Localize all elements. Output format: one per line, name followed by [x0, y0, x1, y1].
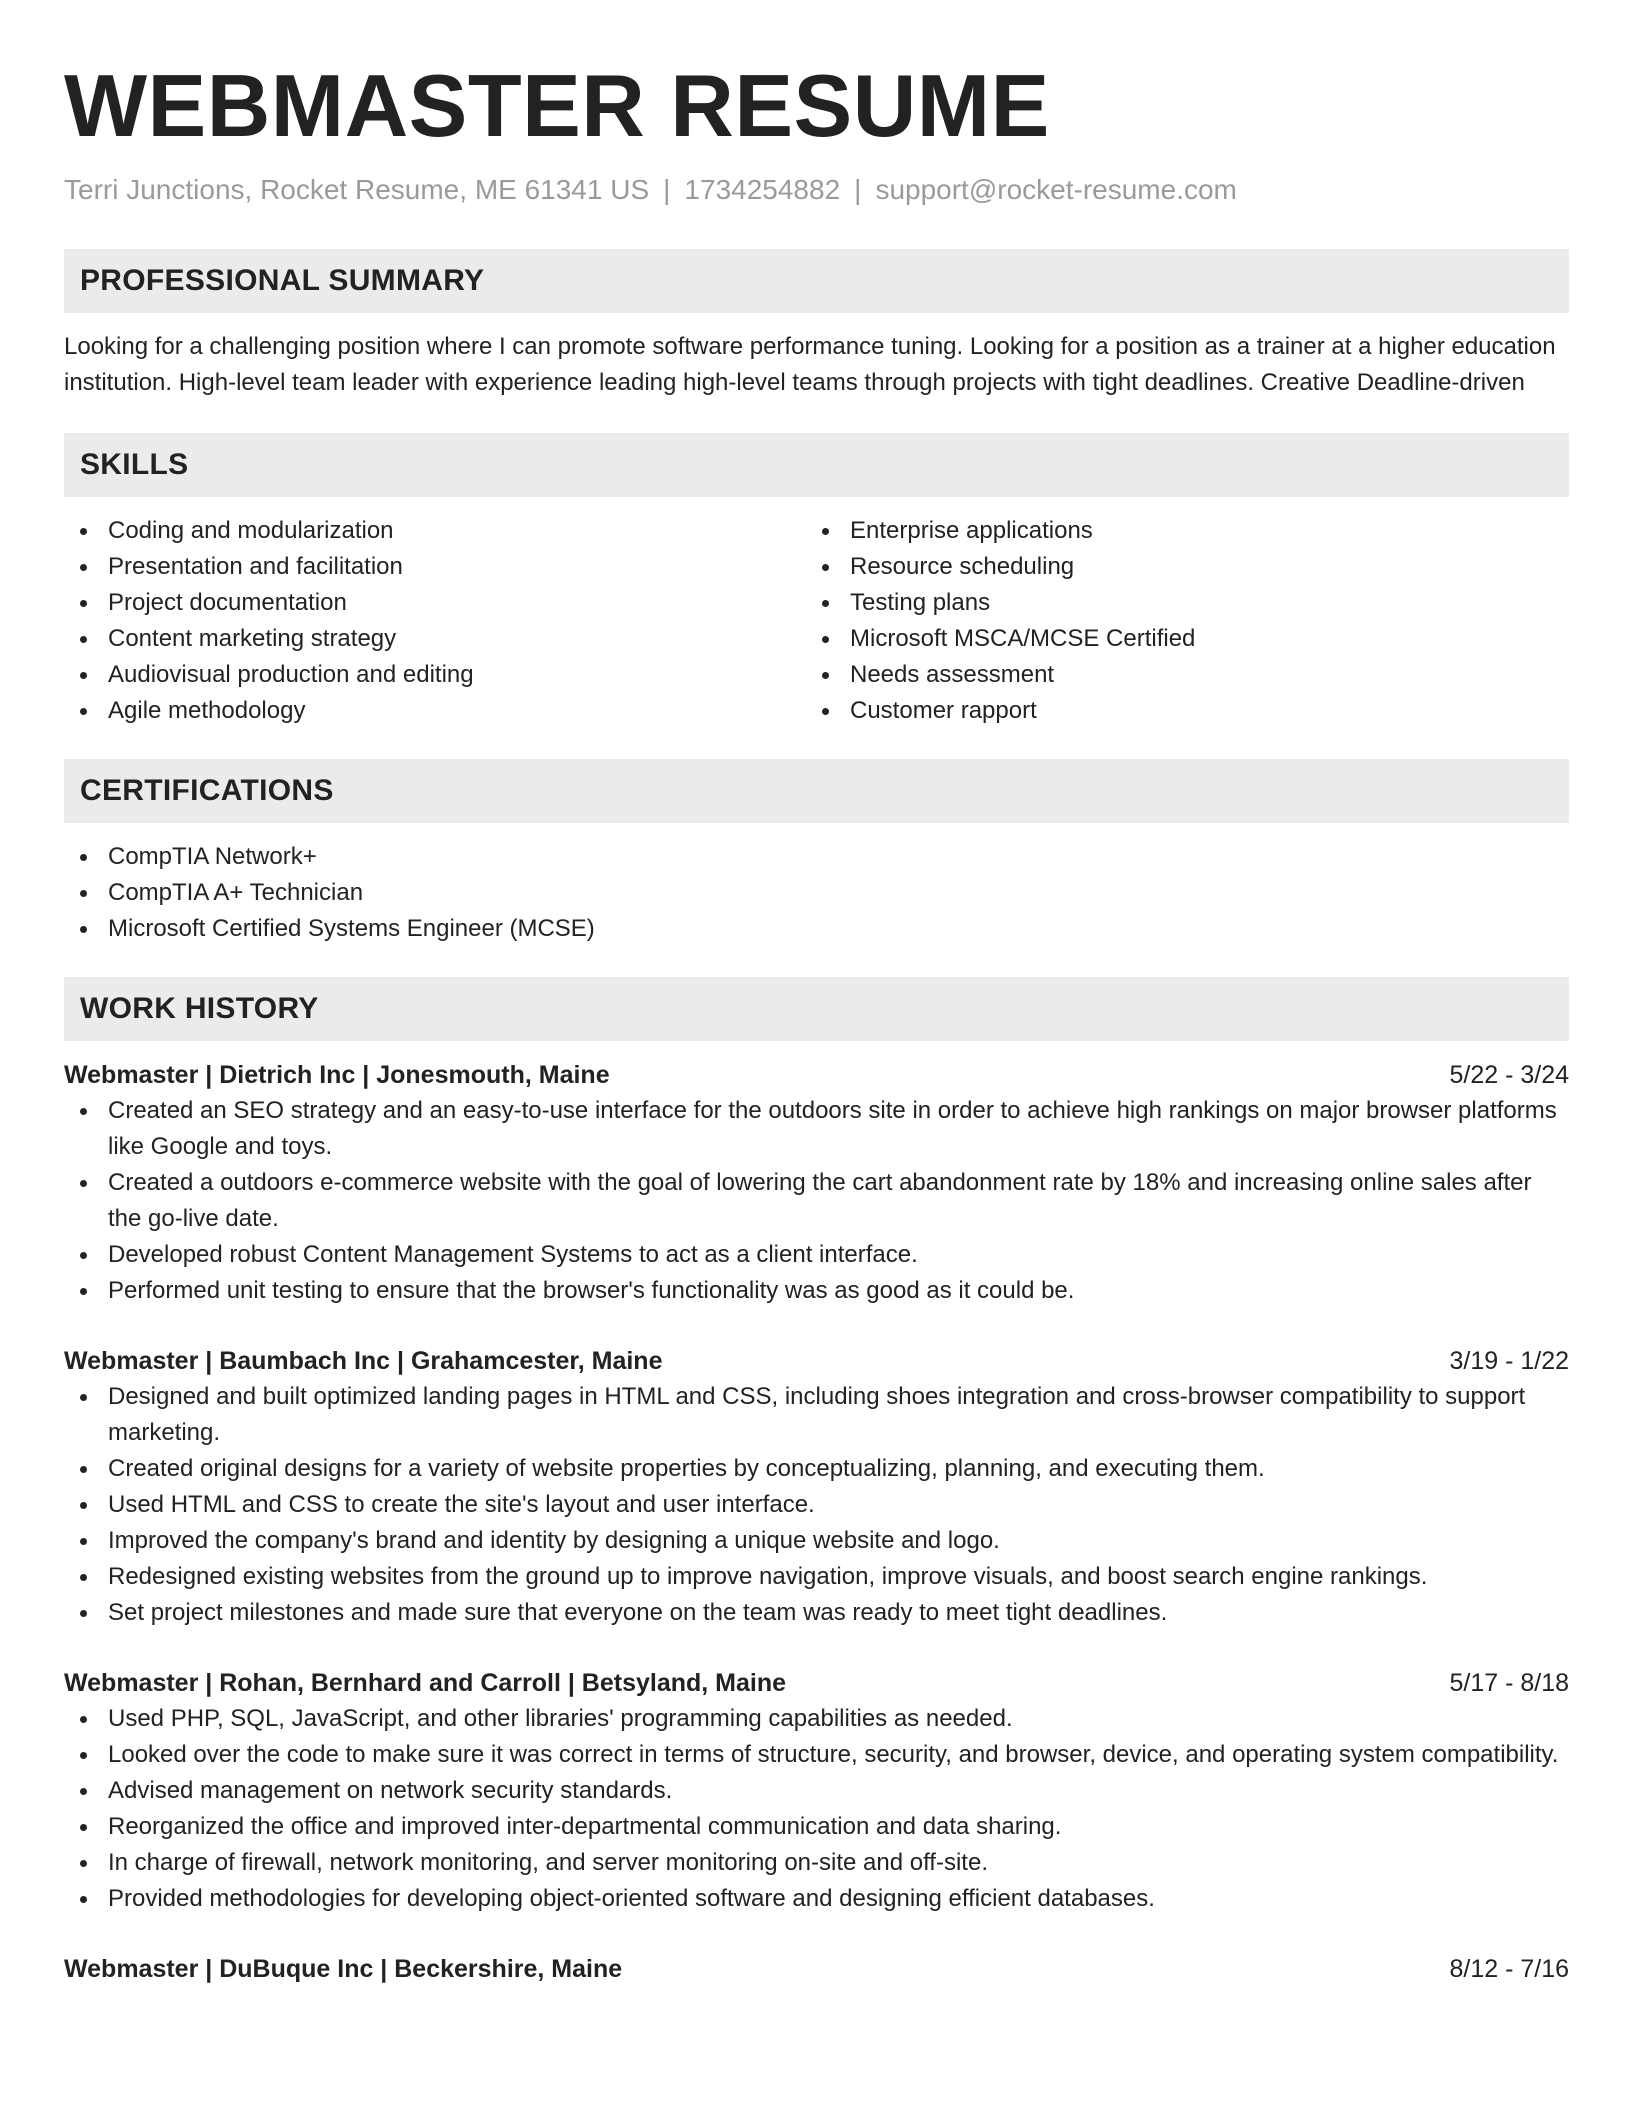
job-bullet: Improved the company's brand and identity by designing a unique website and logo.: [64, 1523, 1569, 1559]
job-bullet: Redesigned existing websites from the ground up to improve navigation, improve visuals, and boost search engine rankings.: [64, 1559, 1569, 1595]
job-title: Webmaster | Dietrich Inc | Jonesmouth, Maine: [64, 1061, 610, 1089]
job-bullets: [64, 1379, 1569, 1631]
certification-item: CompTIA Network+: [64, 839, 1569, 875]
skills-grid: [64, 513, 1569, 729]
job-header: [64, 1951, 1569, 1987]
skill-item: Presentation and facilitation: [64, 549, 806, 585]
contact-line: [64, 172, 1569, 208]
section-heading-work-history: WORK HISTORY: [64, 977, 1569, 1041]
job-dates: 5/22 - 3/24: [1449, 1061, 1569, 1089]
job-bullet: Created an SEO strategy and an easy-to-use interface for the outdoors site in order to achieve high rankings on major browser platforms like Google and toys.: [64, 1093, 1569, 1165]
skill-item: Customer rapport: [806, 693, 1548, 729]
resume-title: WEBMASTER RESUME: [64, 56, 1050, 155]
skill-item: Testing plans: [806, 585, 1548, 621]
job-entry: [64, 1665, 1569, 1917]
skill-item: Coding and modularization: [64, 513, 806, 549]
section-heading-summary: PROFESSIONAL SUMMARY: [64, 249, 1569, 313]
job-bullets: [64, 1093, 1569, 1309]
certification-item: CompTIA A+ Technician: [64, 875, 1569, 911]
skill-item: Enterprise applications: [806, 513, 1548, 549]
job-bullet: Created original designs for a variety of website properties by conceptualizing, planning, and executing them.: [64, 1451, 1569, 1487]
job-bullet: Used PHP, SQL, JavaScript, and other libraries' programming capabilities as needed.: [64, 1701, 1569, 1737]
job-bullet: Looked over the code to make sure it was correct in terms of structure, security, and browser, device, and operating system compatibility.: [64, 1737, 1569, 1773]
job-bullets: [64, 1701, 1569, 1917]
resume-page: [64, 0, 1569, 1987]
job-bullet: Designed and built optimized landing pages in HTML and CSS, including shoes integration and cross-browser compatibility to support marketing.: [64, 1379, 1569, 1451]
skill-item: Microsoft MSCA/MCSE Certified: [806, 621, 1548, 657]
contact-separator: |: [663, 174, 671, 205]
contact-address: Terri Junctions, Rocket Resume, ME 61341 US: [64, 174, 650, 205]
skill-item: Project documentation: [64, 585, 806, 621]
job-header: [64, 1665, 1569, 1701]
job-entry: [64, 1343, 1569, 1631]
contact-phone: 1734254882: [684, 174, 841, 205]
skills-column-left: [64, 513, 806, 729]
certifications-list: [64, 839, 1569, 947]
job-bullet: Set project milestones and made sure that everyone on the team was ready to meet tight deadlines.: [64, 1595, 1569, 1631]
job-title: Webmaster | DuBuque Inc | Beckershire, Maine: [64, 1955, 623, 1983]
skill-item: Audiovisual production and editing: [64, 657, 806, 693]
skill-item: Needs assessment: [806, 657, 1548, 693]
job-bullet: Used HTML and CSS to create the site's layout and user interface.: [64, 1487, 1569, 1523]
job-dates: 5/17 - 8/18: [1449, 1669, 1569, 1697]
job-dates: 8/12 - 7/16: [1449, 1955, 1569, 1983]
job-dates: 3/19 - 1/22: [1449, 1347, 1569, 1375]
section-heading-skills: SKILLS: [64, 433, 1569, 497]
job-entry: [64, 1951, 1569, 1987]
skill-item: Resource scheduling: [806, 549, 1548, 585]
skill-item: Content marketing strategy: [64, 621, 806, 657]
contact-email: support@rocket-resume.com: [875, 174, 1237, 205]
job-bullet: Provided methodologies for developing object-oriented software and designing efficient databases.: [64, 1881, 1569, 1917]
job-bullet: Developed robust Content Management Systems to act as a client interface.: [64, 1237, 1569, 1273]
job-header: [64, 1343, 1569, 1379]
job-header: [64, 1057, 1569, 1093]
section-heading-certifications: CERTIFICATIONS: [64, 759, 1569, 823]
job-entry: [64, 1057, 1569, 1309]
job-bullet: Advised management on network security standards.: [64, 1773, 1569, 1809]
contact-separator: |: [854, 174, 862, 205]
job-bullet: Performed unit testing to ensure that the browser's functionality was as good as it could be.: [64, 1273, 1569, 1309]
job-bullet: Created a outdoors e-commerce website with the goal of lowering the cart abandonment rate by 18% and increasing online sales after the go-live date.: [64, 1165, 1569, 1237]
skill-item: Agile methodology: [64, 693, 806, 729]
job-bullet: In charge of firewall, network monitoring, and server monitoring on-site and off-site.: [64, 1845, 1569, 1881]
skills-column-right: [806, 513, 1548, 729]
job-bullet: Reorganized the office and improved inter-departmental communication and data sharing.: [64, 1809, 1569, 1845]
summary-text: Looking for a challenging position where I can promote software performance tuning. Looking for a position as a trainer at a higher education institution. High-level team leader with experience leading high-level teams through projects with tight deadlines. Creative Deadline-driven: [64, 333, 1556, 396]
job-title: Webmaster | Baumbach Inc | Grahamcester, Maine: [64, 1347, 663, 1375]
job-title: Webmaster | Rohan, Bernhard and Carroll | Betsyland, Maine: [64, 1669, 787, 1697]
certification-item: Microsoft Certified Systems Engineer (MCSE): [64, 911, 1569, 947]
